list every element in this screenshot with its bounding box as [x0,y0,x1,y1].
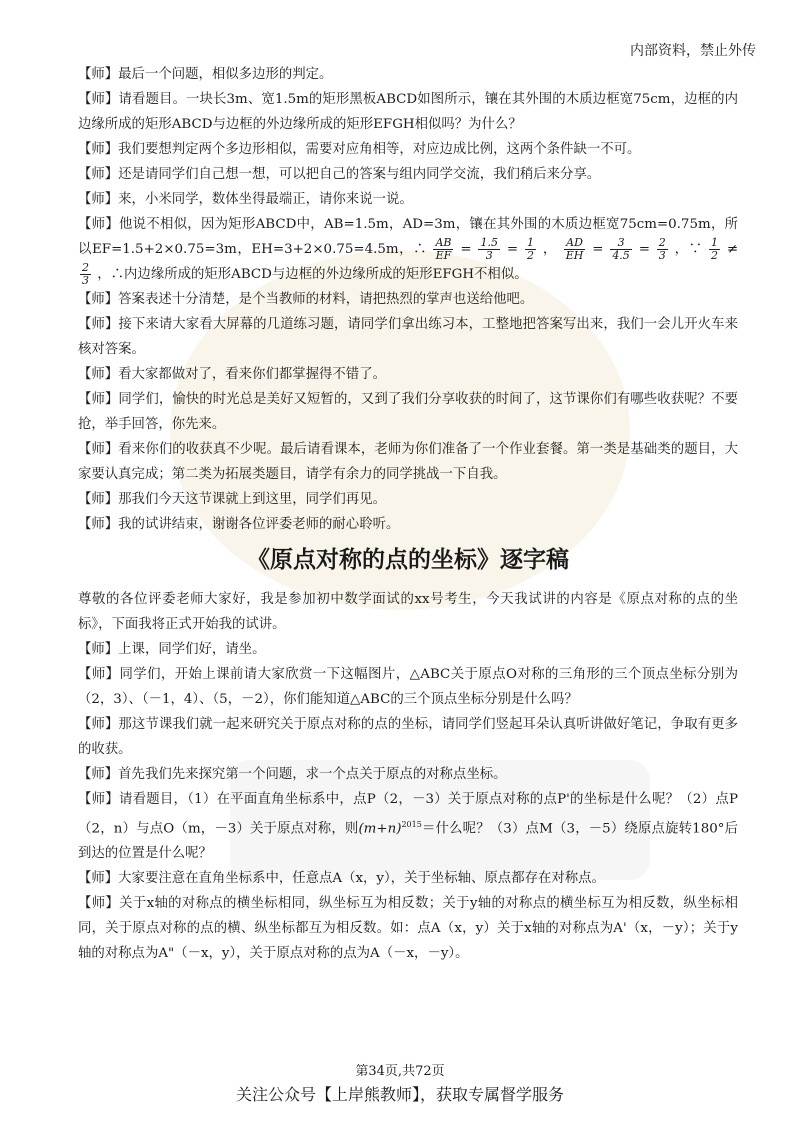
paragraph: 【师】首先我们先来探究第一个问题，求一个点关于原点的对称点坐标。 [78,767,507,782]
answer-lead: 【师】他说不相似，因为矩形ABCD中，AB=1.5m，AD=3m，镶在其外围的木质边框宽75cm=0.75m，所以EF=1.5+2×0.75=3m，EH=3+2×0.75=4.5m，∴ [78,217,738,257]
paragraph: 【师】看大家都做对了，看来你们都掌握得不错了。 [78,367,386,382]
paragraph: 【师】最后一个问题，相似多边形的判定。 [78,67,333,82]
paragraph: 【师】关于x轴的对称点的横坐标相同，纵坐标互为相反数；关于y轴的对称点的横坐标互为相反数，纵坐标相同，关于原点对称的点的横、纵坐标都互为相反数。如：点A（x，y）关于x轴的对称点为A'（x，－y）；关于y轴的对称点为A"（－x，y），关于原点对称的点为A（－x，－y）。 [78,896,738,962]
promo-footer: 关注公众号【上岸熊教师】，获取专属督学服务 [235,1085,564,1104]
fraction-2-3: $\frac{2}{3}$ [658,236,666,262]
fraction-ab-ef: $\frac{AB}{EF}$ [435,236,452,262]
paragraph: 【师】来，小米同学，数体坐得最端正，请你来说一说。 [78,192,413,207]
paragraph: 【师】同学们，开始上课前请大家欣赏一下这幅图片，△ABC关于原点O对称的三角形的三个顶点坐标分别为（2，3）、（－1，4）、（5，－2），你们能知道△ABC的三个顶点坐标分别是什么吗？ [78,667,738,707]
power-expression: (m+n) [358,821,402,837]
paragraph: 【师】答案表述十分清楚，是个当教师的材料，请把热烈的掌声也送给他吧。 [78,292,534,307]
fraction-1.5-3: $\frac{1.5}{3}$ [480,236,498,262]
document-body [78,62,738,966]
paragraph: 尊敬的各位评委老师大家好，我是参加初中数学面试的xx号考生，今天我试讲的内容是《原点对称的点的坐标》，下面我将正式开始我的试讲。 [78,592,738,632]
confidential-notice: 内部资料，禁止外传 [630,43,756,59]
fraction-1-2-b: $\frac{1}{2}$ [710,236,718,262]
answer-paragraph: 【师】他说不相似，因为矩形ABCD中，AB=1.5m，AD=3m，镶在其外围的木质边框宽75cm=0.75m，所以EF=1.5+2×0.75=3m，EH=3+2×0.75=4.5m，∴ $\frac{AB}{EF}$ = $\frac{1.5}{3}$ = $\frac{1}{2}$ ， $\frac{AD}{EH}$ = $\frac{3}{4.5}$ = $\frac{2}{3}$ ，∵ $\frac{1}{2}$ ≠ $\frac{2}{3}$ ，∴内边缘所成的矩形ABCD与边框的外边缘所成的矩形EFGH不相似。 [78,217,739,287]
paragraph: 【师】还是请同学们自己想一想，可以把自己的答案与组内同学交流，我们稍后来分享。 [78,167,601,182]
question-lead: 【师】请看题目，（1）在平面直角坐标系中，点P（2，－3）关于原点对称的点P'的坐标是什么呢？（2）点P（2，n）与点O（m，－3）关于原点对称，则 [78,792,738,837]
fraction-3-4.5: $\frac{3}{4.5}$ [612,236,630,262]
page-number: 第34页,共72页 [355,1064,445,1079]
paragraph: 【师】我们要想判定两个多边形相似，需要对应角相等，对应边成比例，这两个条件缺一不可。 [78,142,641,157]
answer-tail: ，∴内边缘所成的矩形ABCD与边框的外边缘所成的矩形EFGH不相似。 [97,267,528,282]
question-tail: ＝什么呢？（3）点M（3，－5）绕原点旋转180°后到达的位置是什么呢？ [78,821,738,862]
paragraph: 【师】上课，同学们好，请坐。 [78,642,266,657]
question-paragraph [78,787,738,866]
power-exponent: 2015 [401,820,422,829]
section-title: 《原点对称的点的坐标》逐字稿 [247,547,569,573]
paragraph: 【师】请看题目。一块长3m、宽1.5m的矩形黑板ABCD如图所示，镶在其外围的木质边框宽75cm，边框的内边缘所成的矩形ABCD与边框的外边缘所成的矩形EFGH相似吗？为什么？ [78,92,738,132]
fraction-1-2: $\frac{1}{2}$ [526,236,534,262]
paragraph: 【师】那这节课我们就一起来研究关于原点对称的点的坐标，请同学们竖起耳朵认真听讲做好笔记，争取有更多的收获。 [78,717,738,757]
paragraph: 【师】同学们，愉快的时光总是美好又短暂的，又到了我们分享收获的时间了，这节课你们有哪些收获呢？不要抢，举手回答，你先来。 [78,392,738,432]
paragraph: 【师】看来你们的收获真不少呢。最后请看课本，老师为你们准备了一个作业套餐。第一类是基础类的题目，大家要认真完成；第二类为拓展类题目，请学有余力的同学挑战一下自我。 [78,442,738,482]
fraction-ad-eh: $\frac{AD}{EH}$ [565,236,584,262]
paragraph: 【师】我的试讲结束，谢谢各位评委老师的耐心聆听。 [78,517,400,532]
paragraph: 【师】那我们今天这节课就上到这里，同学们再见。 [78,492,386,507]
paragraph: 【师】接下来请大家看大屏幕的几道练习题，请同学们拿出练习本，工整地把答案写出来，我们一会儿开火车来核对答案。 [78,317,738,357]
paragraph: 【师】大家要注意在直角坐标系中，任意点A（x，y），关于坐标轴、原点都存在对称点。 [78,871,605,887]
fraction-2-3-b: $\frac{2}{3}$ [82,261,89,287]
